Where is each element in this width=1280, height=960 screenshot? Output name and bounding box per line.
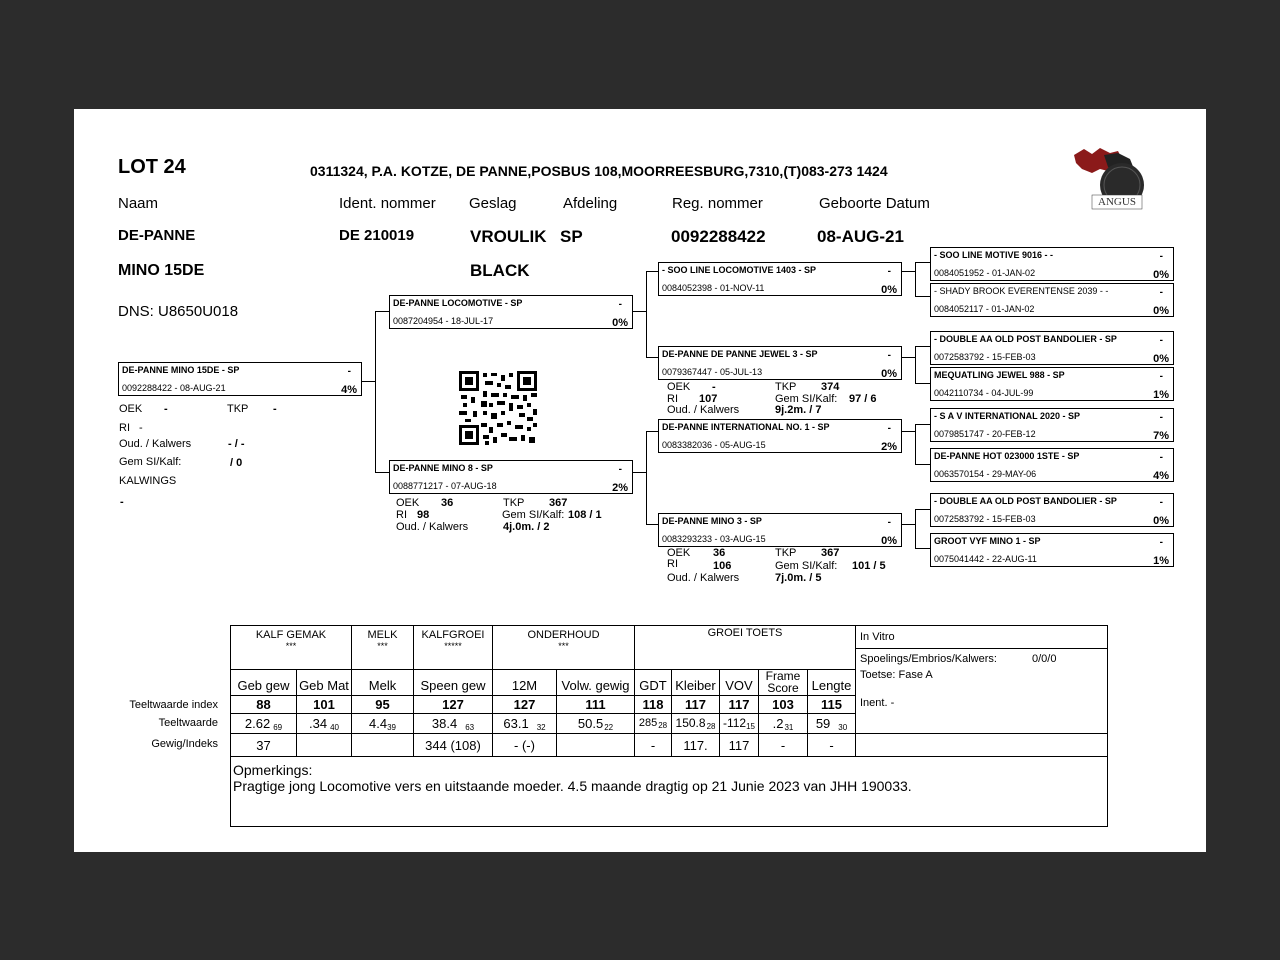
pedigree-pct: 7%: [1153, 430, 1169, 442]
pedigree-name: - S A V INTERNATIONAL 2020 - SP: [934, 411, 1081, 421]
pedigree-gg-6: [930, 448, 1174, 482]
group-label: ONDERHOUD: [527, 629, 600, 641]
pedigree-gg-1: [930, 247, 1174, 281]
pedigree-dash: -: [887, 423, 891, 434]
connector: [915, 464, 930, 465]
subject-gem-value: / 0: [230, 457, 243, 469]
inent: Inent. -: [860, 697, 895, 709]
tw-acc: 69: [273, 722, 283, 732]
group-kalfgroei: [414, 626, 493, 670]
col-naam: Naam: [118, 195, 159, 212]
pedigree-dash: -: [1159, 412, 1163, 423]
pedigree-name: DE-PANNE HOT 023000 1STE - SP: [934, 451, 1080, 461]
index-12m: 127: [493, 696, 557, 714]
tw-speen: [414, 714, 493, 734]
pedigree-reg: 0092288422 - 08-AUG-21: [122, 383, 226, 393]
col-afdeling: Afdeling: [563, 195, 618, 212]
index-volw: 111: [557, 696, 635, 714]
pedigree-name: DE-PANNE LOCOMOTIVE - SP: [393, 298, 523, 308]
tw-value: 38.4: [431, 715, 458, 731]
connector: [646, 271, 658, 272]
pedigree-gg-5: [930, 408, 1174, 442]
col-lengte: Lengte: [808, 670, 856, 696]
pedigree-name: DE-PANNE MINO 3 - SP: [662, 516, 762, 526]
gew-volw: [557, 734, 635, 757]
sd-oek-value: -: [712, 381, 716, 393]
col-gdt: GDT: [635, 670, 672, 696]
subject-tkp-value: -: [273, 403, 277, 415]
col-ident: Ident. nommer: [339, 195, 436, 212]
pedigree-pct: 0%: [881, 284, 897, 296]
animal-afdeling: SP: [560, 227, 583, 246]
logo-text: ANGUS: [1098, 196, 1136, 208]
pedigree-dam-sire: [658, 419, 902, 453]
subject-ri-label: RI: [119, 422, 130, 434]
tw-value: 150.8: [675, 716, 706, 730]
pedigree-sire-sire: [658, 262, 902, 296]
pedigree-dash: -: [1159, 287, 1163, 298]
dd-gem-value: 101 / 5: [852, 560, 886, 572]
pedigree-dam: [389, 460, 633, 494]
pedigree-pct: 0%: [1153, 305, 1169, 317]
pedigree-pct: 2%: [881, 441, 897, 453]
tw-acc: 40: [330, 722, 339, 732]
pedigree-dash: -: [618, 464, 622, 475]
connector: [915, 548, 930, 549]
connector: [915, 509, 916, 548]
side-panel-filler: [856, 734, 1108, 757]
qr-code: [459, 371, 537, 445]
pedigree-reg: 0079367447 - 05-JUL-13: [662, 367, 763, 377]
dd-oek-label: OEK: [667, 547, 691, 559]
pedigree-reg: 0079851747 - 20-FEB-12: [934, 429, 1036, 439]
tw-melk: [352, 714, 414, 734]
connector: [375, 311, 376, 472]
gew-geb-mat: [297, 734, 352, 757]
connector: [646, 524, 658, 525]
kalwings-value: -: [120, 496, 124, 508]
tw-acc: 15: [746, 722, 756, 731]
performance-table: [230, 625, 1108, 827]
sd-gem-label: Gem SI/Kalf:: [775, 393, 838, 405]
row-label-tw: Teeltwaarde: [158, 717, 218, 729]
tw-volw: [557, 714, 635, 734]
group-header-row: [231, 626, 1108, 670]
pedigree-dash: -: [1159, 371, 1163, 382]
col-speen: Speen gew: [414, 670, 493, 696]
tw-geb-gew: [231, 714, 297, 734]
kalwings-label: KALWINGS: [119, 475, 177, 487]
pedigree-pct: 1%: [1153, 555, 1169, 567]
pedigree-dash: -: [1159, 537, 1163, 548]
spoelings-label: Spoelings/Embrios/Kalwers:: [860, 653, 997, 665]
pedigree-dash: -: [1159, 497, 1163, 508]
gew-melk: [352, 734, 414, 757]
tw-acc: 63: [465, 722, 475, 732]
index-frame: 103: [759, 696, 808, 714]
tw-value: 4.4: [369, 715, 388, 731]
subject-oud-value: - / -: [228, 438, 245, 450]
pedigree-gg-8: [930, 533, 1174, 567]
dd-oud-value: 7j.0m. / 5: [775, 572, 822, 584]
sd-oud-value: 9j.2m. / 7: [775, 404, 822, 416]
tw-acc: 31: [784, 722, 794, 732]
tw-frame: [759, 714, 808, 734]
sd-tkp-label: TKP: [775, 381, 797, 393]
connector: [915, 346, 930, 347]
tw-value: .2: [772, 715, 784, 731]
pedigree-dash: -: [1159, 335, 1163, 346]
pedigree-pct: 4%: [1153, 470, 1169, 482]
sd-ri-value: 107: [699, 393, 718, 405]
opmerkings-text: Pragtige jong Locomotive vers en uitstaande moeder. 4.5 maande dragtig op 21 Junie 2023 van JHH 190033.: [233, 778, 912, 794]
group-kalf-gemak: [231, 626, 352, 670]
gew-lengte: -: [808, 734, 856, 757]
index-geb-gew: 88: [231, 696, 297, 714]
group-label: KALF GEMAK: [255, 629, 327, 641]
pedigree-name: DE-PANNE DE PANNE JEWEL 3 - SP: [662, 349, 818, 359]
row-label-gew: Gewig/Indeks: [151, 738, 218, 750]
dam-oud-value: 4j.0m. / 2: [503, 521, 550, 533]
tw-lengte: [808, 714, 856, 734]
pedigree-subject: [118, 362, 362, 396]
dam-oek-label: OEK: [396, 497, 420, 509]
pedigree-name: - DOUBLE AA OLD POST BANDOLIER - SP: [934, 496, 1117, 506]
pedigree-dash: -: [887, 350, 891, 361]
opmerkings-row: [231, 757, 1108, 827]
tw-acc: 28: [706, 722, 716, 731]
connector: [915, 424, 930, 425]
gew-12m: - (-): [493, 734, 557, 757]
gewig-row: [231, 734, 1108, 757]
pedigree-gg-7: [930, 493, 1174, 527]
toetse-fase: Toetse: Fase A: [860, 669, 933, 681]
gew-geb-gew: 37: [231, 734, 297, 757]
connector: [646, 271, 647, 357]
subject-ri-value: -: [139, 422, 143, 434]
pedigree-reg: 0075041442 - 22-AUG-11: [934, 554, 1037, 564]
tw-value: 59: [815, 715, 831, 731]
tw-gdt: [635, 714, 672, 734]
pedigree-reg: 0088771217 - 07-AUG-18: [393, 481, 497, 491]
pedigree-pct: 1%: [1153, 389, 1169, 401]
sd-tkp-value: 374: [821, 381, 840, 393]
connector: [646, 431, 658, 432]
connector: [646, 357, 658, 358]
col-geslag: Geslag: [469, 195, 517, 212]
animal-name-line2: MINO 15DE: [118, 262, 205, 279]
dam-gem-label: Gem SI/Kalf:: [502, 509, 565, 521]
sd-gem-value: 97 / 6: [849, 393, 877, 405]
tw-value: -112: [722, 716, 747, 730]
col-geb-mat: Geb Mat: [297, 670, 352, 696]
pedigree-pct: 4%: [341, 384, 357, 396]
pedigree-sire: [389, 295, 633, 329]
col-12m: 12M: [493, 670, 557, 696]
pedigree-dash: -: [887, 517, 891, 528]
col-vov: VOV: [720, 670, 759, 696]
pedigree-name: - SHADY BROOK EVERENTENSE 2039 - -: [934, 286, 1109, 296]
dd-tkp-label: TKP: [775, 547, 797, 559]
pedigree-gg-4: [930, 367, 1174, 401]
group-groei: [635, 626, 856, 670]
connector: [915, 262, 930, 263]
col-reg: Reg. nommer: [672, 195, 763, 212]
dam-gem-value: 108 / 1: [568, 509, 602, 521]
group-label: GROEI TOETS: [707, 627, 783, 639]
col-frame: Frame Score: [759, 670, 808, 696]
pedigree-pct: 0%: [881, 535, 897, 547]
tw-value: 285: [638, 717, 658, 729]
pedigree-dash: -: [1159, 251, 1163, 262]
stars: ***: [377, 641, 388, 651]
stars: ***: [285, 641, 297, 651]
opmerkings-label: Opmerkings:: [233, 762, 313, 778]
pedigree-reg: 0063570154 - 29-MAY-06: [934, 469, 1037, 479]
pedigree-dam-dam: [658, 513, 902, 547]
pedigree-reg: 0087204954 - 18-JUL-17: [393, 316, 494, 326]
dd-ri-value: 106: [713, 560, 732, 572]
index-vov: 117: [720, 696, 759, 714]
pedigree-dash: -: [618, 299, 622, 310]
connector: [362, 381, 376, 382]
dd-gem-label: Gem SI/Kalf:: [775, 560, 838, 572]
pedigree-reg: 0072583792 - 15-FEB-03: [934, 352, 1036, 362]
index-melk: 95: [352, 696, 414, 714]
connector: [902, 431, 916, 432]
connector: [915, 346, 916, 383]
animal-geslag: VROULIK: [470, 227, 547, 246]
tw-value: 50.5: [577, 715, 604, 731]
subject-oek-label: OEK: [119, 403, 143, 415]
connector: [902, 357, 916, 358]
stars: *****: [444, 641, 462, 651]
tw-value: 2.62: [244, 715, 271, 731]
dam-ri-label: RI: [396, 509, 407, 521]
pedigree-name: GROOT VYF MINO 1 - SP: [934, 536, 1041, 546]
group-label: KALFGROEI: [421, 629, 485, 641]
index-lengte: 115: [808, 696, 856, 714]
tw-value: .34: [309, 715, 328, 731]
gew-gdt: -: [635, 734, 672, 757]
stars: ***: [558, 641, 569, 651]
gew-kleiber: 117.: [672, 734, 720, 757]
tw-kleiber: [672, 714, 720, 734]
animal-reg: 0092288422: [671, 227, 766, 246]
connector: [915, 262, 916, 296]
sd-oek-label: OEK: [667, 381, 691, 393]
breeder-info: 0311324, P.A. KOTZE, DE PANNE,POSBUS 108,MOORREESBURG,7310,(T)083-273 1424: [310, 163, 888, 179]
dam-tkp-label: TKP: [503, 497, 525, 509]
subject-oud-label: Oud. / Kalwers: [119, 438, 192, 450]
tw-geb-mat: [297, 714, 352, 734]
pedigree-pct: 0%: [881, 368, 897, 380]
animal-name-line1: DE-PANNE: [118, 227, 196, 244]
tw-acc: 30: [838, 722, 848, 732]
sd-oud-label: Oud. / Kalwers: [667, 404, 740, 416]
connector: [902, 524, 916, 525]
pedigree-name: MEQUATLING JEWEL 988 - SP: [934, 370, 1065, 380]
pedigree-reg: 0083382036 - 05-AUG-15: [662, 440, 766, 450]
pedigree-pct: 0%: [1153, 269, 1169, 281]
connector: [375, 311, 389, 312]
spoelings-value: 0/0/0: [1032, 653, 1057, 665]
side-panel: [856, 626, 1108, 734]
lot-sheet: [74, 109, 1206, 852]
pedigree-pct: 0%: [1153, 515, 1169, 527]
connector: [915, 509, 930, 510]
tw-12m: [493, 714, 557, 734]
spoelings-row: [856, 653, 1107, 669]
index-geb-mat: 101: [297, 696, 352, 714]
connector: [915, 383, 930, 384]
pedigree-gg-3: [930, 331, 1174, 365]
pedigree-dash: -: [887, 266, 891, 277]
pedigree-name: - DOUBLE AA OLD POST BANDOLIER - SP: [934, 334, 1117, 344]
col-geboorte: Geboorte Datum: [819, 195, 930, 212]
connector: [915, 296, 930, 297]
pedigree-pct: 2%: [612, 482, 628, 494]
dd-oek-value: 36: [713, 547, 726, 559]
gew-frame: -: [759, 734, 808, 757]
dam-oek-value: 36: [441, 497, 454, 509]
opmerkings-cell: [231, 757, 1108, 827]
gew-speen: 344 (108): [414, 734, 493, 757]
col-geb-gew: Geb gew: [231, 670, 297, 696]
dam-ri-value: 98: [417, 509, 430, 521]
dd-oud-label: Oud. / Kalwers: [667, 572, 740, 584]
connector: [633, 472, 647, 473]
animal-dob: 08-AUG-21: [817, 227, 904, 246]
pedigree-name: DE-PANNE MINO 15DE - SP: [122, 365, 240, 375]
pedigree-sire-dam: [658, 346, 902, 380]
animal-ident: DE 210019: [339, 227, 415, 244]
subject-tkp-label: TKP: [227, 403, 249, 415]
pedigree-reg: 0072583792 - 15-FEB-03: [934, 514, 1036, 524]
col-melk: Melk: [352, 670, 414, 696]
pedigree-gg-2: [930, 283, 1174, 317]
connector: [902, 271, 916, 272]
tw-acc: 28: [658, 721, 668, 730]
index-kleiber: 117: [672, 696, 720, 714]
pedigree-reg: 0083293233 - 03-AUG-15: [662, 534, 766, 544]
pedigree-reg: 0084052117 - 01-JAN-02: [934, 304, 1035, 314]
subject-gem-label: Gem SI/Kalf:: [119, 456, 182, 468]
pedigree-dash: -: [1159, 452, 1163, 463]
col-volw: Volw. gewig: [557, 670, 635, 696]
pedigree-reg: 0084051952 - 01-JAN-02: [934, 268, 1036, 278]
group-label: MELK: [367, 629, 398, 641]
index-gdt: 118: [635, 696, 672, 714]
pedigree-reg: 0084052398 - 01-NOV-11: [662, 283, 765, 293]
tw-value: 63.1: [503, 715, 529, 731]
connector: [633, 311, 647, 312]
group-onderhoud: [493, 626, 635, 670]
tw-acc: 39: [387, 722, 396, 732]
tw-acc: 22: [604, 722, 614, 732]
pedigree-dash: -: [347, 366, 351, 377]
dd-tkp-value: 367: [821, 547, 840, 559]
dam-oud-label: Oud. / Kalwers: [396, 521, 469, 533]
tw-acc: 32: [536, 722, 546, 732]
pedigree-pct: 0%: [1153, 353, 1169, 365]
row-label-index: Teeltwaarde index: [129, 699, 218, 711]
group-melk: [352, 626, 414, 670]
sd-ri-label: RI: [667, 393, 678, 405]
col-kleiber: Kleiber: [672, 670, 720, 696]
gew-vov: 117: [720, 734, 759, 757]
dd-ri-label: RI: [667, 558, 678, 570]
pedigree-name: - SOO LINE LOCOMOTIVE 1403 - SP: [662, 265, 817, 275]
dns-number: DNS: U8650U018: [118, 303, 239, 320]
index-speen: 127: [414, 696, 493, 714]
pedigree-name: DE-PANNE MINO 8 - SP: [393, 463, 493, 473]
pedigree-pct: 0%: [612, 317, 628, 329]
tw-vov: [720, 714, 759, 734]
connector: [646, 431, 647, 524]
subject-oek-value: -: [164, 403, 168, 415]
pedigree-name: DE-PANNE INTERNATIONAL NO. 1 - SP: [662, 422, 830, 432]
animal-colour: BLACK: [470, 261, 530, 280]
connector: [915, 424, 916, 464]
pedigree-reg: 0042110734 - 04-JUL-99: [934, 388, 1034, 398]
pedigree-name: - SOO LINE MOTIVE 9016 - -: [934, 250, 1054, 260]
angus-logo: [1070, 145, 1148, 215]
lot-number: LOT 24: [118, 156, 186, 178]
dam-tkp-value: 367: [549, 497, 568, 509]
connector: [375, 472, 389, 473]
in-vitro-label: In Vitro: [856, 626, 1107, 649]
